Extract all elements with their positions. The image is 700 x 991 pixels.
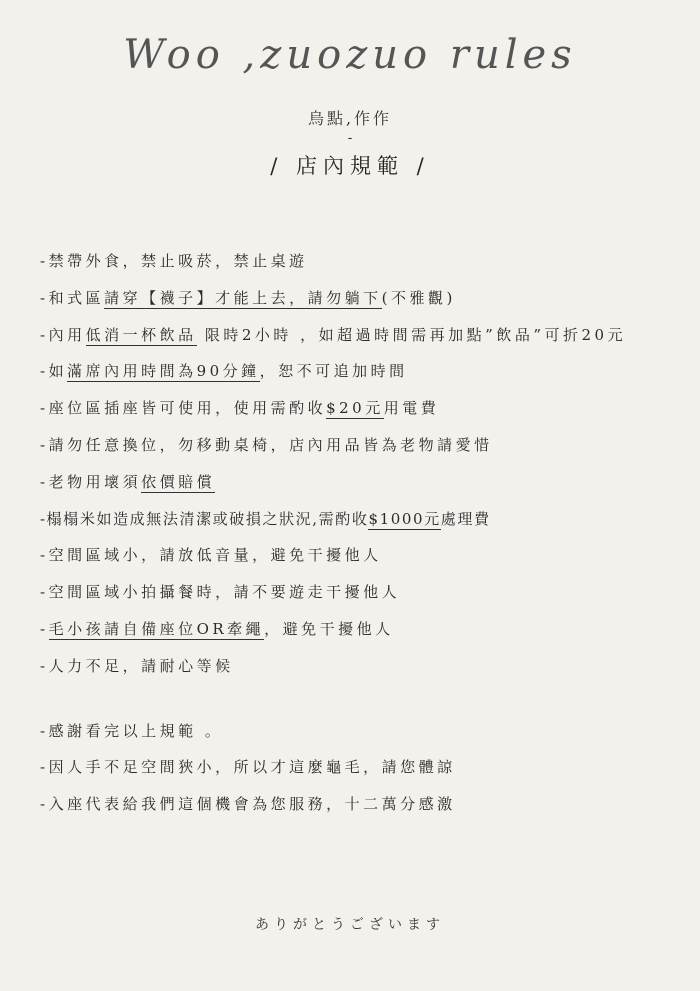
rule-item: -人力不足，請耐心等候 (40, 656, 234, 675)
rule-item: -禁帶外食，禁止吸菸，禁止桌遊 (40, 252, 308, 270)
divider-dash: - (347, 130, 353, 146)
closing-line: -感謝看完以上規範 。 (40, 721, 224, 740)
rule-item: -空間區域小，請放低音量，避免干擾他人 (40, 546, 382, 565)
rule-item: -如滿席內用時間為90分鐘，恕不可追加時間 (40, 362, 408, 381)
underlined-text: 請穿【襪子】才能上去，請勿躺下 (104, 288, 382, 307)
page-title: Woo ,zuozuo rules (123, 32, 577, 78)
rule-item: -內用低消一杯飲品 限時2小時 ，如超過時間需再加點”飲品”可折20元 (40, 325, 627, 344)
underlined-text: 毛小孩請自備座位OR牽繩 (48, 619, 265, 638)
closing-line: -入座代表給我們這個機會為您服務，十二萬分感激 (40, 795, 456, 814)
underlined-text: 低消一杯飲品 (85, 325, 197, 344)
rule-item: -榻榻米如造成無法清潔或破損之狀況,需酌收$1000元處理費 (40, 509, 491, 528)
rule-item: -座位區插座皆可使用，使用需酌收$20元用電費 (40, 399, 440, 418)
rule-item: -和式區請穿【襪子】才能上去，請勿躺下(不雅觀) (40, 288, 456, 307)
underlined-text: $20元 (326, 399, 384, 418)
thank-you-footer: ありがとうございます (255, 917, 445, 933)
section-heading: / 店內規範 / (270, 154, 430, 178)
rule-item: -空間區域小拍攝餐時，請不要遊走干擾他人 (40, 583, 401, 602)
underlined-text: 滿席內用時間為90分鐘 (67, 362, 260, 381)
rule-item: -老物用壞須依價賠償 (40, 472, 216, 491)
underlined-text: $1000元 (368, 509, 441, 528)
closing-line: -因人手不足空間狹小，所以才這麼龜毛，請您體諒 (40, 758, 456, 777)
rules-list (40, 243, 670, 823)
underlined-text: 依價賠償 (141, 472, 216, 491)
rule-item: -請勿任意換位，勿移動桌椅，店內用品皆為老物請愛惜 (40, 435, 493, 454)
rule-item: -毛小孩請自備座位OR牽繩，避免干擾他人 (40, 619, 394, 638)
page-subtitle: 烏點,作作 (307, 109, 393, 128)
